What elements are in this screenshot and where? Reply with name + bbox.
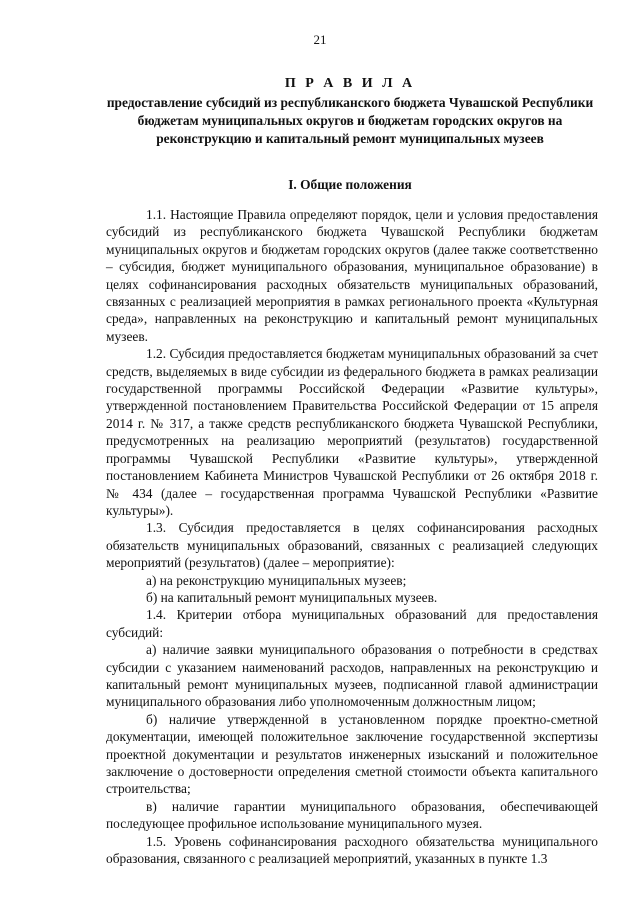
page-number: 21 [313,32,327,47]
document-title: П Р А В И Л А [284,76,416,91]
list-item-b: б) на капитальный ремонт муниципальных музеев. [146,589,438,605]
section-heading: I. Общие положения [288,177,412,192]
paragraph-1-2: 1.2. Субсидия предоставляется бюджетам муниципальных образований за счет средств, выделяемых в виде субсидии из федерального бюджета в рамках реализации государственной программы Российской Федерации «Развитие культуры», утвержденной постановлением Правительства Российской Федерации от 15 апреля 2014 г. № 317, а также средств республиканского бюджета Чувашской Республики, предусмотренных на реализацию мероприятий (результатов) государственной программы Чувашской Республики «Развитие культуры», утвержденной постановлением Кабинета Министров Чувашской Республики от 26 октября 2018 г. № 434 (далее – государственная программа Чувашской Республики «Развитие культуры»). [106,346,598,518]
list-item-a: а) на реконструкцию муниципальных музеев; [146,572,407,588]
paragraph-1-4: 1.4. Критерии отбора муниципальных образований для предоставления субсидий: [106,607,598,640]
paragraph-1-1: 1.1. Настоящие Правила определяют порядок, цели и условия предоставления субсидий из республиканского бюджета Чувашской Республики бюджетам муниципальных округов и бюджетам городских округов (далее также соответственно – субсидия, бюджет муниципального образования, муниципальное образование) в целях софинансирования расходных обязательств муниципальных образований, связанных с реализацией мероприятия в рамках регионального проекта «Культурная среда», направленных на реконструкцию и капитальный ремонт муниципальных музеев. [106,207,598,344]
paragraph-1-5: 1.5. Уровень софинансирования расходного обязательства муниципального образования, связанного с реализацией мероприятий, указанных в пункте 1.3 [106,833,598,867]
criterion-b: б) наличие утвержденной в установленном порядке проектно-сметной документации, имеющей положительное заключение государственной экспертизы проектной документации и результатов инженерных изысканий и положительное заключение о достоверности определения сметной стоимости объекта капитального строительства; [106,711,598,797]
criterion-a: а) наличие заявки муниципального образования о потребности в средствах субсидии с указанием наименований расходов, направленных на реконструкцию и капитальный ремонт муниципальных музеев, подписанной главой администрации муниципального образования либо уполномоченным должностным лицом; [106,642,598,710]
criterion-c: в) наличие гарантии муниципального образования, обеспечивающей последующее профильное использование муниципального музея. [106,798,598,832]
title-block [100,74,600,148]
body-text [106,206,598,867]
paragraph-1-3: 1.3. Субсидия предоставляется в целях софинансирования расходных обязательств муниципальных образований, связанных с реализацией следующих мероприятий (результатов) (далее – мероприятие): [106,520,598,571]
document-subtitle: предоставление субсидий из республиканского бюджета Чувашской Республики бюджетам муниципальных округов и бюджетам городских округов на реконструкцию и капитальный ремонт муниципальных музеев [106,95,594,146]
